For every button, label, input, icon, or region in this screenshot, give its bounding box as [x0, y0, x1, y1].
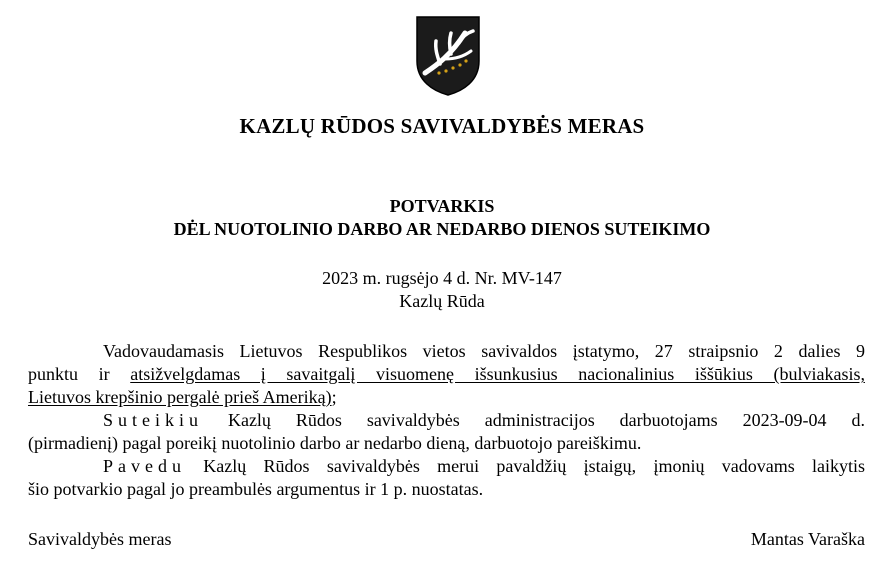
document-place: Kazlų Rūda [399, 291, 485, 311]
underlined-reason: atsižvelgdamas į savaitgalį visuomenę išsunkusius nacionalinius iššūkius (bulviakasis, [130, 364, 865, 384]
underlined-reason-end: Lietuvos krepšinio pergalė prieš Ameriką) [28, 387, 332, 407]
spaced-verb-suteikiu: Suteikiu [103, 410, 204, 430]
paragraph-3-line-2: šio potvarkio pagal jo preambulės argumentus ir 1 p. nuostatas. [28, 479, 484, 499]
signatory-position: Savivaldybės meras [28, 529, 172, 549]
signatory-name: Mantas Varaška [750, 529, 865, 549]
paragraph-3-text: Kazlų Rūdos savivaldybės merui pavaldžių įstaigų, įmonių vadovams laikytis [186, 456, 865, 476]
paragraph-1-text: punktu ir [28, 364, 131, 384]
paragraph-2-text: Kazlų Rūdos savivaldybės administracijos darbuotojams 2023-09-04 d. [203, 410, 865, 430]
paragraph-1-line-1: Vadovaudamasis Lietuvos Respublikos vietos savivaldos įstatymo, 27 straipsnio 2 dalies 9 [103, 341, 865, 361]
document-date-number: 2023 m. rugsėjo 4 d. Nr. MV-147 [322, 268, 562, 288]
coat-of-arms-icon [415, 15, 481, 97]
paragraph-1-line-3 [28, 387, 337, 408]
spaced-verb-pavedu: Pavedu [103, 456, 186, 476]
paragraph-2-line-1 [103, 410, 865, 431]
paragraph-1-line-2 [28, 364, 865, 385]
paragraph-2-line-2: (pirmadienį) pagal poreikį nuotolinio darbo ar nedarbo dieną, darbuotojo pareiškimu. [28, 433, 642, 453]
issuing-authority: KAZLŲ RŪDOS SAVIVALDYBĖS MERAS [239, 114, 645, 138]
paragraph-1-end: ; [331, 387, 337, 407]
document-subject: DĖL NUOTOLINIO DARBO AR NEDARBO DIENOS SUTEIKIMO [173, 219, 711, 239]
document-type: POTVARKIS [389, 196, 495, 216]
paragraph-3-line-1 [103, 456, 865, 477]
